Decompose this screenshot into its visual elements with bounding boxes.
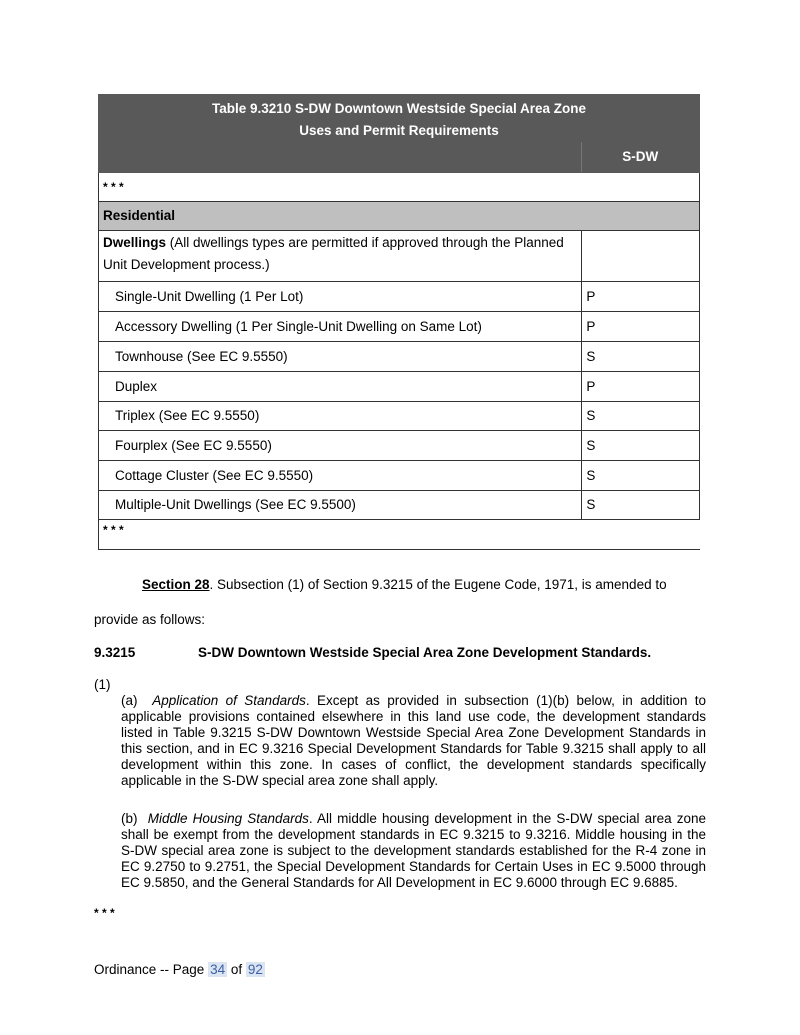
stars-end: * * *	[94, 906, 115, 920]
table-row	[98, 173, 700, 202]
section-label: Section 28	[142, 577, 210, 592]
permit-cell: S	[581, 431, 699, 460]
table-stars-bottom: * * *	[103, 523, 124, 537]
table-stars-top: * * *	[103, 180, 124, 194]
section-28-intro	[94, 577, 706, 592]
table-row	[98, 372, 700, 402]
table-title-line1: Table 9.3210 S-DW Downtown Westside Special Area Zone	[211, 101, 587, 116]
section-label-residential: Residential	[103, 208, 176, 223]
provide-text: provide as follows:	[94, 612, 206, 627]
uses-permit-table	[98, 94, 700, 550]
section-text: . Subsection (1) of Section 9.3215 of the Eugene Code, 1971, is amended to	[209, 577, 667, 592]
table-row	[98, 402, 700, 431]
permit-cell: P	[581, 282, 699, 311]
table-row	[98, 431, 700, 461]
heading-title: S-DW Downtown Westside Special Area Zone Development Standards.	[198, 645, 652, 660]
permit-cell: S	[581, 402, 699, 430]
para-a-label: (a)	[121, 693, 138, 708]
paragraph-a	[121, 693, 706, 789]
permit-cell: P	[581, 372, 699, 401]
paragraph-b	[121, 811, 706, 891]
subsection-number: (1)	[94, 677, 111, 692]
page-total-field: 92	[247, 962, 263, 977]
table-section-row	[98, 202, 700, 231]
column-header-sdw: S-DW	[581, 142, 699, 172]
para-b-text: . All middle housing development in the S-DW special area zone shall be exempt from the development standards in EC 9.3215 to 9.3216. Middle housing in the S-DW special area zone is subject to the development standards established for the R-4 zone in EC 9.2750 to 9.2751, the Special Development Standards for Certain Uses in EC 9.5000 through EC 9.5850, and the General Standards for All Development in EC 9.6000 through EC 9.6885.	[121, 811, 706, 890]
dwellings-cell	[99, 231, 581, 281]
footer-of: of	[227, 962, 246, 977]
permit-cell: S	[581, 342, 699, 371]
para-a-title: Application of Standards	[152, 693, 306, 708]
table-row	[98, 461, 700, 491]
page-number-field: 34	[210, 962, 226, 977]
table-row	[98, 312, 700, 342]
use-cell: Cottage Cluster (See EC 9.5550)	[115, 468, 314, 483]
table-row	[98, 491, 700, 520]
table-row	[98, 342, 700, 372]
para-b-label: (b)	[121, 811, 138, 826]
table-title	[99, 95, 699, 142]
use-cell: Townhouse (See EC 9.5550)	[115, 349, 288, 364]
table-header	[98, 94, 700, 173]
use-cell: Duplex	[115, 379, 158, 394]
dwellings-note: (All dwellings types are permitted if approved through the Planned Unit Development process.)	[103, 235, 564, 272]
permit-cell: P	[581, 312, 699, 341]
table-title-line2: Uses and Permit Requirements	[299, 123, 499, 138]
table-row	[98, 282, 700, 312]
use-cell: Multiple-Unit Dwellings (See EC 9.5500)	[115, 497, 356, 512]
code-heading	[94, 645, 651, 660]
use-cell: Accessory Dwelling (1 Per Single-Unit Dwelling on Same Lot)	[115, 319, 482, 334]
dwellings-label: Dwellings	[103, 235, 167, 250]
use-cell: Single-Unit Dwelling (1 Per Lot)	[115, 289, 304, 304]
para-a-text: . Except as provided in subsection (1)(b) below, in addition to applicable provisions contained elsewhere in this land use code, the development standards listed in Table 9.3215 S-DW Downtown Westside Special Area Zone Development Standards in this section, and in EC 9.3216 Special Development Standards for Table 9.3215 shall apply to all development within this zone. In cases of conflict, the development standards specifically applicable in the S-DW special area zone shall apply.	[121, 693, 706, 788]
use-cell: Triplex (See EC 9.5550)	[115, 408, 260, 423]
table-row	[98, 231, 700, 282]
footer-prefix: Ordinance -- Page	[94, 962, 209, 977]
use-cell: Fourplex (See EC 9.5550)	[115, 438, 272, 453]
heading-number: 9.3215	[94, 645, 136, 660]
table-row	[98, 520, 700, 550]
permit-cell: S	[581, 491, 699, 519]
page-footer	[94, 962, 265, 977]
permit-cell: S	[581, 461, 699, 490]
para-b-title: Middle Housing Standards	[147, 811, 309, 826]
